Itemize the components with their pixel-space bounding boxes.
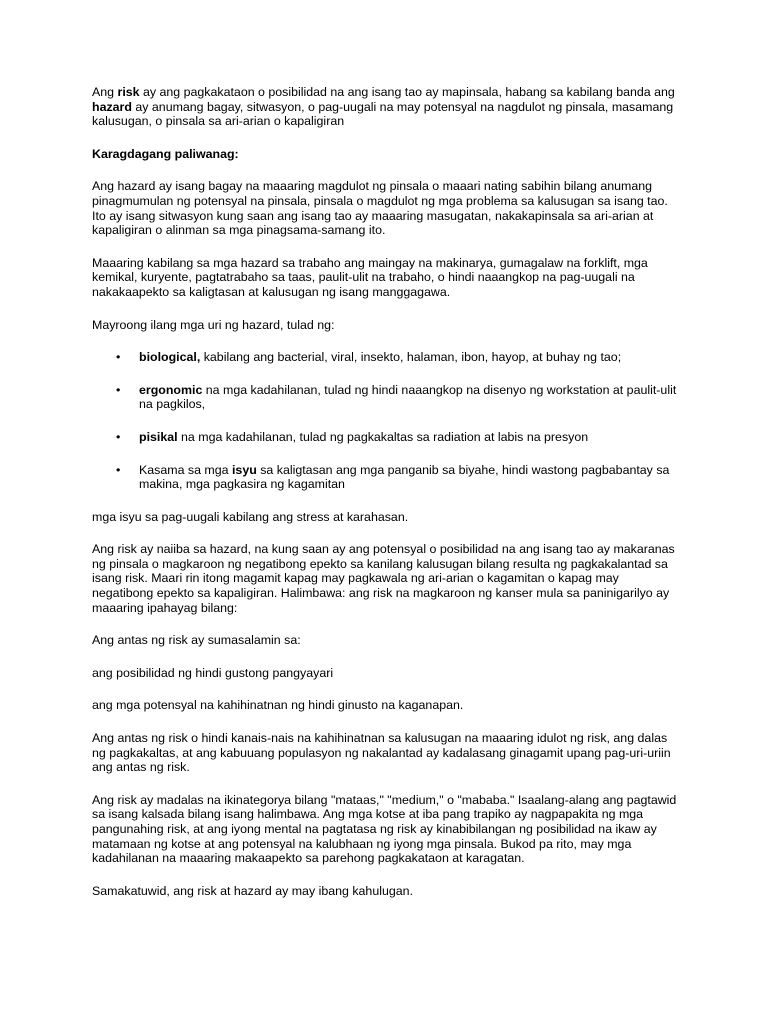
intro-text-3: ay anumang bagay, sitwasyon, o pag-uugali na may potensyal na nagdulot ng pinsala, masamang kalusugan, o pinsala sa ari-arian o kapaligiran — [92, 99, 674, 129]
list-item-term: ergonomic — [139, 382, 203, 397]
paragraph-risk-classification: Ang antas ng risk o hindi kanais-nais na kahihinatnan sa kalusugan na maaaring idulot ng risk, ang dalas ng pagkakaltas, at ang kabuuang populasyon ng nakalantad ay kadalasang ginagamit upang pag-uri-uriin ang antas ng risk. — [92, 731, 671, 775]
list-item-text: na mga kadahilanan, tulad ng hindi naaangkop na disenyo ng workstation at paulit-ulit na pagkilos, — [139, 382, 677, 412]
paragraph-risk-definition: Ang risk ay naiiba sa hazard, na kung saan ay ang potensyal o posibilidad na ang isang tao ay makaranas ng pinsala o magkaroon ng negatibong epekto sa kanilang kalusugan bilang resulta ng pagkakalantad sa isang risk. Maari rin itong magamit kapag may pagkawala ng ari-arian o kagamitan o kapag may negatibong epekto sa kapaligiran. Halimbawa: ang risk na magkaroon ng kanser mula sa paninigarilyo ay maaaring ipahayag bilang: — [92, 542, 675, 615]
paragraph-hazard-types-intro: Mayroong ilang mga uri ng hazard, tulad ng: — [92, 317, 335, 332]
list-item-text: na mga kadahilanan, tulad ng pagkakaltas sa radiation at labis na presyon — [177, 429, 589, 444]
paragraph-behavioral-issues: mga isyu sa pag-uugali kabilang ang stress at karahasan. — [92, 509, 409, 524]
list-item — [92, 350, 682, 365]
paragraph-risk-level-intro: Ang antas ng risk ay sumasalamin sa: — [92, 633, 301, 648]
list-item-term: isyu — [231, 462, 257, 477]
paragraph-workplace-hazards: Maaaring kabilang sa mga hazard sa trabaho ang maingay na makinarya, gumagalaw na forklift, mga kemikal, kuryente, pagtatrabaho sa taas, paulit-ulit na trabaho, o hindi naaangkop na pag-uugali na nakakaapekto sa kaligtasan at kalusugan ng isang manggagawa. — [92, 255, 648, 299]
paragraph-probability: ang posibilidad ng hindi gustong pangyayari — [92, 665, 334, 680]
list-item-term: biological, — [139, 350, 201, 365]
list-item — [92, 430, 682, 445]
bullet-icon: • — [116, 462, 121, 477]
list-item-text: kabilang ang bacterial, viral, insekto, halaman, ibon, hayop, at buhay ng tao; — [200, 350, 622, 365]
intro-text-1: Ang — [92, 85, 118, 99]
paragraph-hazard-definition: Ang hazard ay isang bagay na maaaring magdulot ng pinsala o maaari nating sabihin bilang anumang pinagmumulan ng potensyal na pinsala, pinsala o magdulot ng mga problema sa kalusugan sa isang tao. Ito ay isang sitwasyon kung saan ang isang tao ay maaaring masugatan, nakakapinsala sa ari-arian at kapaligiran o alinman sa mga pinagsama-samang ito. — [92, 179, 668, 238]
intro-paragraph — [92, 85, 682, 129]
intro-term-risk: risk — [117, 85, 140, 99]
bullet-icon: • — [116, 350, 121, 365]
list-item-prefix: Kasama sa mga — [139, 462, 232, 477]
paragraph-risk-categories: Ang risk ay madalas na ikinategorya bilang "mataas," "medium," o "mababa." Isaalang-alang ang pagtawid sa isang kalsada bilang isang halimbawa. Ang mga kotse at iba pang trapiko ay nagpapakita ng mga pangunahing risk, at ang iyong mental na pagtatasa ng risk ay kinabibilangan ng posibilidad na ikaw ay matamaan ng kotse at ang potensyal na kalubhaan ng iyong mga pinsala. Bukod pa rito, may mga kadahilanan na maaaring makaapekto sa parehong pagkakataon at karagatan. — [92, 792, 677, 866]
bullet-icon: • — [116, 429, 121, 444]
hazard-types-list — [92, 350, 682, 492]
intro-text-2: ay ang pagkakataon o posibilidad na ang isang tao ay mapinsala, habang sa kabilang banda ang — [139, 85, 675, 99]
list-item — [92, 383, 682, 412]
list-item — [92, 463, 682, 492]
bullet-icon: • — [116, 382, 121, 397]
section-heading: Karagdagang paliwanag: — [92, 146, 239, 161]
list-item-text: sa kaligtasan ang mga panganib sa biyahe, hindi wastong pagbabantay sa makina, mga pagkasira ng kagamitan — [139, 462, 670, 492]
intro-term-hazard: hazard — [92, 99, 132, 114]
paragraph-conclusion: Samakatuwid, ang risk at hazard ay may ibang kahulugan. — [92, 883, 413, 898]
paragraph-consequences: ang mga potensyal na kahihinatnan ng hindi ginusto na kaganapan. — [92, 698, 464, 713]
document-page — [92, 85, 682, 916]
list-item-term: pisikal — [139, 429, 178, 444]
